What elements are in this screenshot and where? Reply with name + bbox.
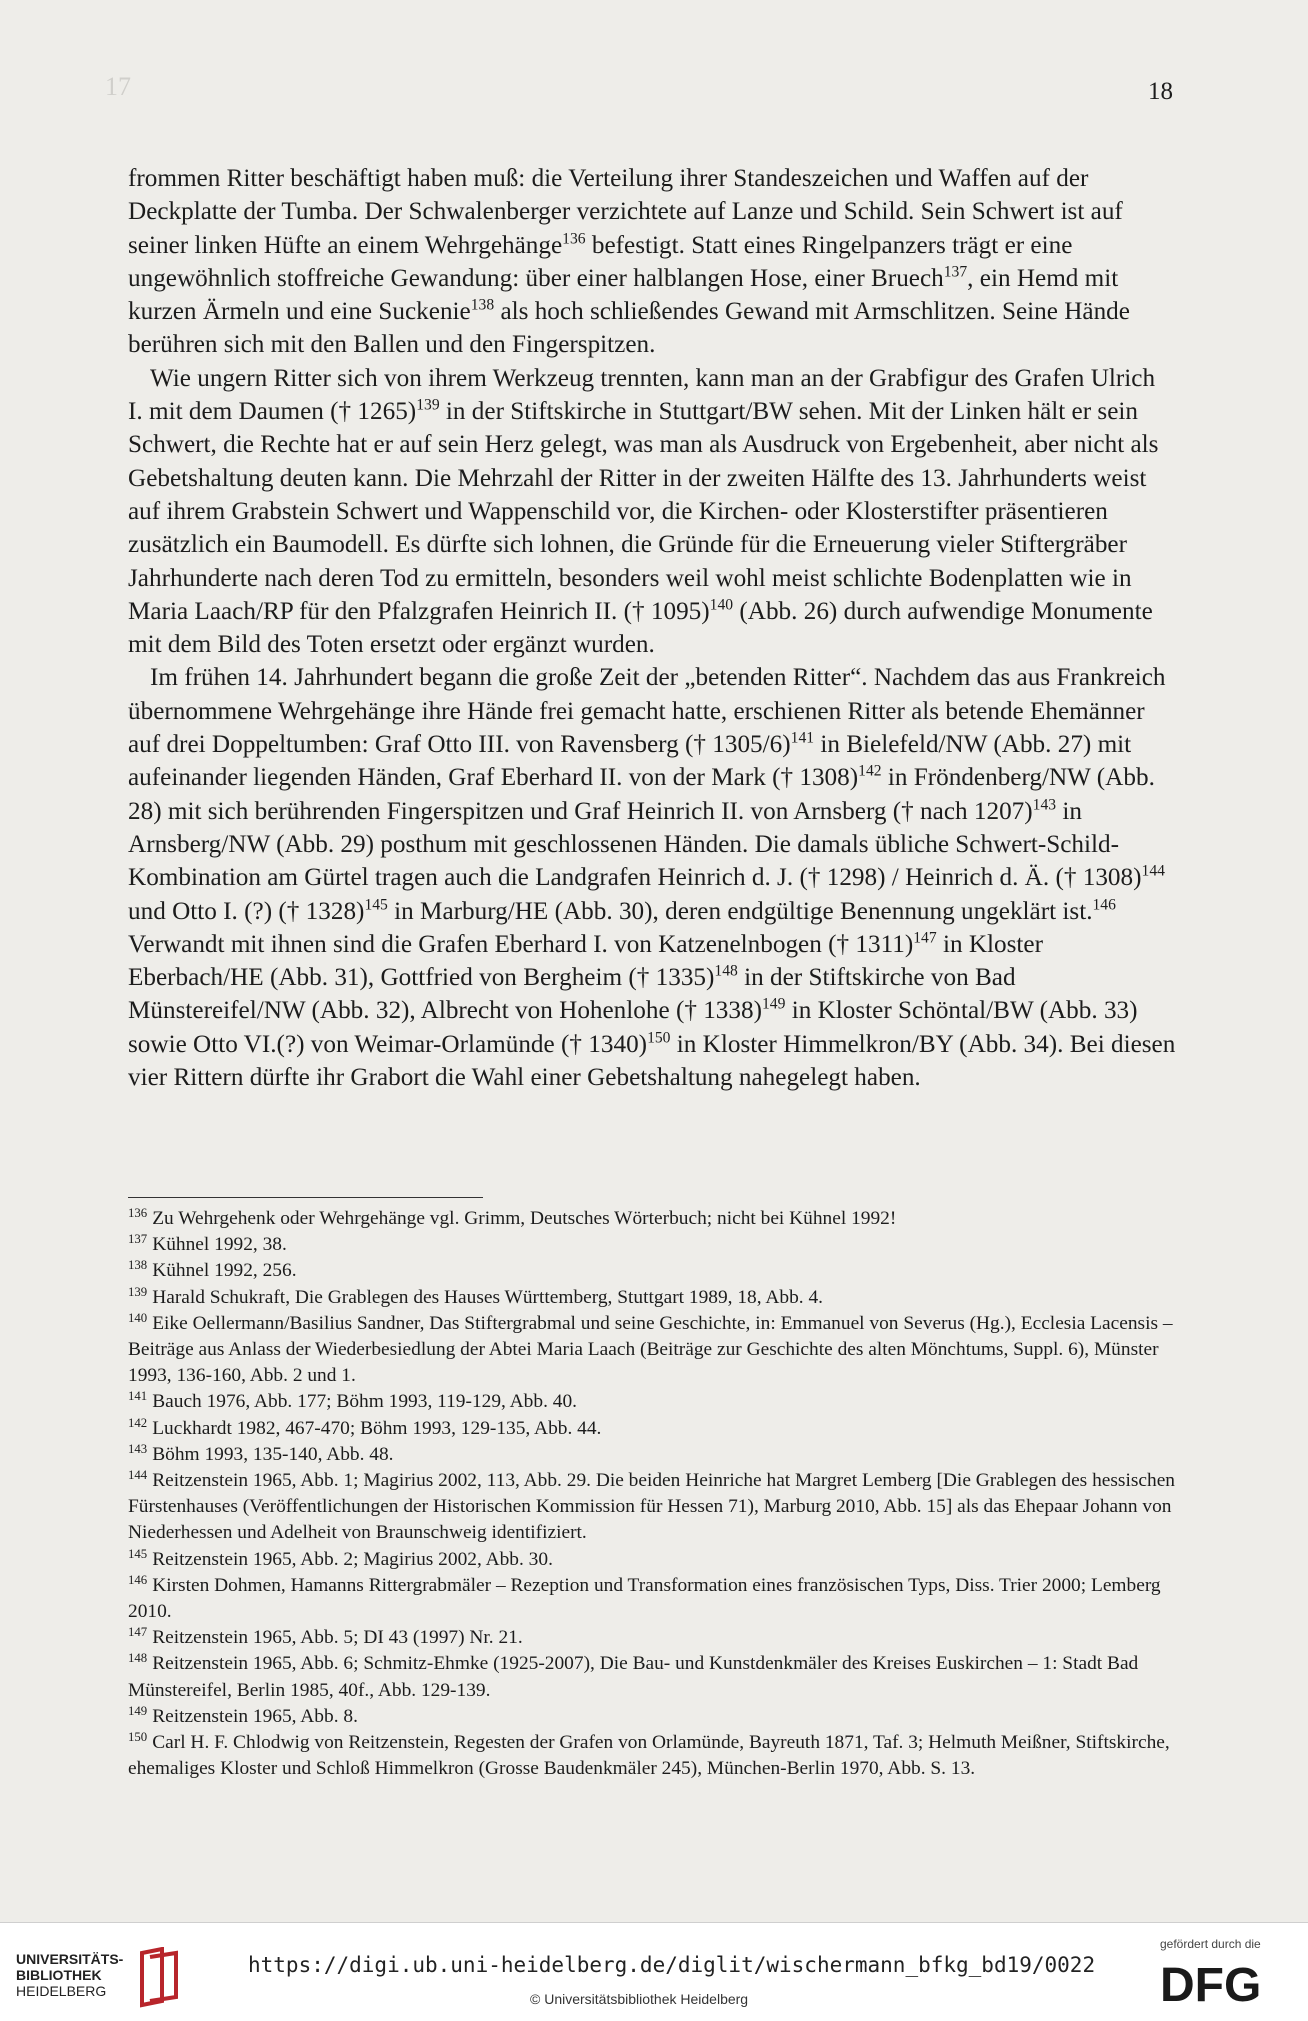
footnote-text: Kirsten Dohmen, Hamanns Rittergrabmäler – Rezeption und Transformation eines französischen Typs, Diss. Trier 2000; Lemberg 2010.	[128, 1574, 1161, 1623]
footnote-text: Harald Schukraft, Die Grablegen des Hauses Württemberg, Stuttgart 1989, 18, Abb. 4.	[152, 1286, 824, 1308]
footnote-text: Carl H. F. Chlodwig von Reitzenstein, Regesten der Grafen von Orlamünde, Bayreuth 1871, Taf. 3; Helmuth Meißner, Stiftskirche, ehemaliges Kloster und Schloß Himmelkron (Grosse Baudenkmäler 245), München-Berlin 1970, Abb. S. 13.	[128, 1732, 1170, 1780]
dfg-logo-text: DFG	[1160, 1959, 1262, 2007]
library-name-line-1: UNIVERSITÄTS-	[16, 1951, 124, 1967]
footnote-text: Kühnel 1992, 38.	[152, 1234, 287, 1256]
footnote-reference: 148	[714, 962, 738, 980]
paragraph-text: in Kloster Eberbach/HE (Abb. 31), Gottfried von Bergheim († 1335)	[128, 930, 1043, 992]
footnote	[128, 1730, 1176, 1782]
paragraph-text: in der Stiftskirche in Stuttgart/BW sehen. Mit der Linken hält er sein Schwert, die Rechte hat er auf sein Herz gelegt, was man als Ausdruck von Ergebenheit, aber nicht als Gebetshaltung deuten kann. Die Mehrzahl der Ritter in der zweiten Hälfte des 13. Jahrhunderts weist auf ihrem Grabstein Schwert und Wappenschild vor, die Kirchen- oder Klosterstifter präsentieren zusätzlich ein Baumodell. Es dürfte sich lohnen, die Gründe für die Erneuerung vieler Stiftergräber Jahrhunderte nach deren Tod zu ermitteln, besonders weil wohl meist schlichte Bodenplatten wie in Maria Laach/RP für den Pfalzgrafen Heinrich II. († 1095)	[128, 398, 1159, 625]
footnote-number: 141	[128, 1389, 148, 1404]
footnote	[128, 1468, 1176, 1547]
footnote-number: 142	[128, 1415, 148, 1430]
footnote-reference: 142	[858, 762, 882, 780]
library-logo-icon	[132, 1947, 184, 2009]
footnote-text: Böhm 1993, 135-140, Abb. 48.	[152, 1443, 394, 1465]
footnote-number: 137	[128, 1232, 148, 1247]
footnote	[128, 1651, 1176, 1703]
paragraph-text: befestigt. Statt eines Ringelpanzers trägt er eine ungewöhnlich stoffreiche Gewandung: über einer halblangen Hose, einer Bruech	[128, 231, 1073, 292]
paragraph-text: Im frühen 14. Jahrhundert begann die große Zeit der „betenden Ritter“. Nachdem das aus Frankreich übernommene Wehrgehänge ihre Hände frei gemacht hatte, erschienen Ritter als betende Ehemänner auf drei Doppeltumben: Graf Otto III. von Ravensberg († 1305/6)	[128, 664, 1166, 759]
footnote	[128, 1416, 1176, 1442]
footnote-reference: 149	[761, 995, 786, 1013]
paragraph-text: frommen Ritter beschäftigt haben muß: die Verteilung ihrer Standeszeichen und Waffen auf der Deckplatte der Tumba. Der Schwalenberger verzichtete auf Lanze und Schild. Sein Schwert ist auf seiner linken Hüfte an einem Wehrgehänge	[128, 165, 1123, 259]
paragraph-text: , ein Hemd mit kurzen Ärmeln und eine Suckenie	[128, 264, 1119, 326]
footnote-number: 138	[128, 1258, 148, 1273]
paragraph-text: (Abb. 26) durch aufwendige Monumente mit dem Bild des Toten ersetzt oder ergänzt wurden.	[128, 597, 1153, 659]
footnote	[128, 1232, 1176, 1258]
footnote	[128, 1704, 1176, 1730]
footnote-reference: 145	[364, 895, 388, 913]
paragraph-text: in Fröndenberg/NW (Abb. 28) mit sich berührenden Fingerspitzen und Graf Heinrich II. von Arnsberg († nach 1207)	[128, 764, 1155, 825]
footnote	[128, 1547, 1176, 1573]
footnote-reference: 144	[1141, 862, 1165, 880]
viewer-footer	[0, 1922, 1308, 2021]
footnote-text: Eike Oellermann/Basilius Sandner, Das Stiftergrabmal und seine Geschichte, in: Emmanuel von Severus (Hg.), Ecclesia Lacensis – Beiträge aus Anlass der Wiederbesiedlung der Abtei Maria Laach (Beiträge zur Geschichte des alten Mönchtums, Suppl. 6), Münster 1993, 136-160, Abb. 2 und 1.	[128, 1312, 1173, 1387]
paragraph-text: Wie ungern Ritter sich von ihrem Werkzeug trennten, kann man an der Grabfigur des Grafen Ulrich I. mit dem Daumen († 1265)	[128, 364, 1156, 426]
footnote-reference: 143	[1032, 795, 1057, 813]
library-name-line-2: BIBLIOTHEK	[16, 1967, 102, 1983]
page-url-link[interactable]: https://digi.ub.uni-heidelberg.de/diglit/wischermann_bfkg_bd19/0022	[248, 1953, 1096, 1977]
footnote-reference: 150	[647, 1029, 671, 1047]
footnote-number: 140	[128, 1310, 148, 1325]
footnote-number: 143	[128, 1441, 148, 1456]
footnote-number: 144	[128, 1468, 148, 1482]
footnote-reference: 141	[790, 729, 815, 747]
footnote	[128, 1442, 1176, 1468]
footnote-reference: 140	[709, 596, 734, 614]
footnote-reference: 138	[470, 296, 495, 314]
footnote-number: 150	[128, 1730, 148, 1745]
body-paragraph	[128, 661, 1176, 1094]
library-name-line-3: HEIDELBERG	[16, 1983, 107, 1999]
body-paragraph	[128, 162, 1176, 362]
footnote-number: 139	[128, 1284, 148, 1299]
body-paragraph	[128, 362, 1176, 662]
footnote-reference: 146	[1092, 895, 1116, 913]
footnote-reference: 136	[562, 229, 586, 247]
funded-by-label: gefördert durch die	[1160, 1937, 1261, 1951]
footnote-number: 146	[128, 1572, 148, 1587]
footnote	[128, 1389, 1176, 1415]
footnote	[128, 1573, 1176, 1625]
paragraph-text: in Arnsberg/NW (Abb. 29) posthum mit geschlossenen Händen. Die damals übliche Schwert-Schild-Kombination am Gürtel tragen auch die Landgrafen Heinrich d. J. († 1298) / Heinrich d. Ä. († 1308)	[128, 797, 1142, 892]
paragraph-text: in Marburg/HE (Abb. 30), deren endgültige Benennung ungeklärt ist.	[387, 897, 1093, 925]
footnote-text: Bauch 1976, Abb. 177; Böhm 1993, 119-129, Abb. 40.	[152, 1391, 577, 1413]
footnote-text: Reitzenstein 1965, Abb. 6; Schmitz-Ehmke (1925-2007), Die Bau- und Kunstdenkmäler des Kreises Euskirchen – 1: Stadt Bad Münstereifel, Berlin 1985, 40f., Abb. 129-139.	[128, 1653, 1139, 1701]
footnote-reference: 139	[416, 396, 440, 414]
copyright-notice: © Universitätsbibliothek Heidelberg	[530, 1991, 749, 2007]
paragraph-text: als hoch schließendes Gewand mit Armschlitzen. Seine Hände berühren sich mit den Ballen und den Fingerspitzen.	[128, 298, 1130, 359]
footnote-number: 145	[128, 1546, 148, 1561]
footnote-separator	[128, 1197, 483, 1198]
footnote	[128, 1311, 1176, 1390]
dfg-logo-icon	[1160, 1957, 1285, 2007]
footnote-number: 136	[128, 1205, 148, 1220]
footnote-text: Kühnel 1992, 256.	[152, 1260, 297, 1282]
library-name	[16, 1951, 123, 1999]
footnote-reference: 137	[943, 263, 968, 281]
footnote-number: 147	[128, 1625, 148, 1640]
footnote	[128, 1206, 1176, 1232]
paragraph-text: in der Stiftskirche von Bad Münstereifel/NW (Abb. 32), Albrecht von Hohenlohe († 1338)	[128, 964, 1016, 1025]
footnote-text: Reitzenstein 1965, Abb. 5; DI 43 (1997) Nr. 21.	[152, 1627, 523, 1649]
footnote-text: Reitzenstein 1965, Abb. 1; Magirius 2002, 113, Abb. 29. Die beiden Heinriche hat Margret Lemberg [Die Grablegen des hessischen Fürstenhauses (Veröffentlichungen der Historischen Kommission für Hessen 71), Marburg 2010, Abb. 15] als das Ehepaar Johann von Niederhessen und Adelheit von Braunschweig identifiziert.	[128, 1470, 1176, 1544]
footnote-text: Reitzenstein 1965, Abb. 2; Magirius 2002, Abb. 30.	[152, 1548, 553, 1570]
paragraph-text: in Bielefeld/NW (Abb. 27) mit aufeinander liegenden Händen, Graf Eberhard II. von der Mark († 1308)	[128, 731, 1132, 792]
footnote	[128, 1285, 1176, 1311]
page-number: 18	[1148, 78, 1173, 105]
footnote-reference: 147	[913, 929, 937, 947]
bleed-through-page-number: 17	[105, 72, 131, 101]
footnote-text: Zu Wehrgehenk oder Wehrgehänge vgl. Grimm, Deutsches Wörterbuch; nicht bei Kühnel 1992!	[152, 1208, 897, 1229]
footnotes	[128, 1206, 1176, 1782]
paragraph-text: in Kloster Schöntal/BW (Abb. 33) sowie Otto VI.(?) von Weimar-Orlamünde († 1340)	[128, 997, 1138, 1058]
footnote	[128, 1258, 1176, 1284]
paragraph-text: in Kloster Himmelkron/BY (Abb. 34). Bei diesen vier Rittern dürfte ihr Grabort die Wahl einer Gebetshaltung nahegelegt haben.	[128, 1030, 1176, 1092]
paragraph-text: und Otto I. (?) († 1328)	[128, 897, 365, 925]
footnote	[128, 1625, 1176, 1651]
paragraph-text: Verwandt mit ihnen sind die Grafen Eberhard I. von Katzenelnbogen († 1311)	[128, 930, 914, 958]
body-text	[128, 162, 1176, 1094]
footnote-number: 148	[128, 1651, 148, 1666]
footnote-number: 149	[128, 1703, 148, 1718]
footnote-text: Reitzenstein 1965, Abb. 8.	[152, 1705, 358, 1727]
footnote-text: Luckhardt 1982, 467-470; Böhm 1993, 129-135, Abb. 44.	[152, 1417, 602, 1439]
